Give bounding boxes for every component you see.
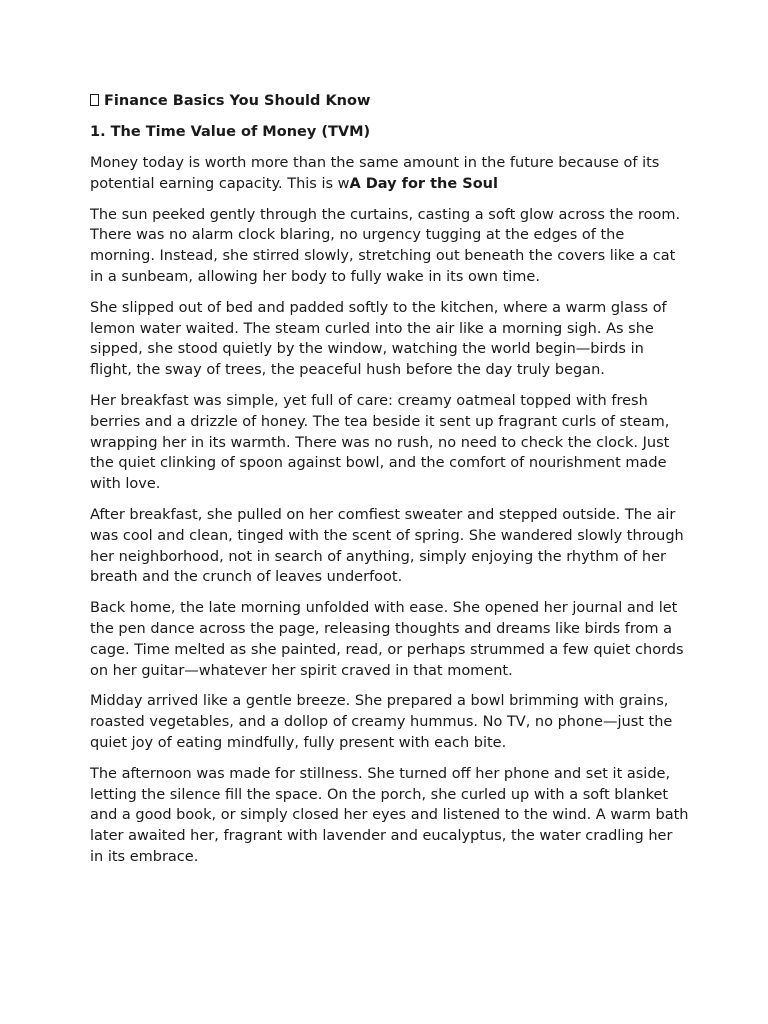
- missing-glyph-icon: [90, 94, 99, 106]
- intro-text: Money today is worth more than the same amount in the future because of its potential earning capacity. This is w: [90, 155, 660, 192]
- paragraph-2: She slipped out of bed and padded softly to the kitchen, where a warm glass of lemon water waited. The steam curled into the air like a morning sigh. As she sipped, she stood quietly by the window, watching the world begin—birds in flight, the sway of trees, the peaceful hush before the day truly began.: [90, 299, 667, 379]
- intro-paragraph: [90, 153, 690, 195]
- paragraph-3: Her breakfast was simple, yet full of care: creamy oatmeal topped with fresh berries and a drizzle of honey. The tea beside it sent up fragrant curls of steam, wrapping her in its warmth. There was no rush, no need to check the clock. Just the quiet clinking of spoon against bowl, and the comfort of nourishment made with love.: [90, 392, 670, 493]
- paragraph-4: After breakfast, she pulled on her comfiest sweater and stepped outside. The air was cool and clean, tinged with the scent of spring. She wandered slowly through her neighborhood, not in search of anything, simply enjoying the rhythm of her breath and the crunch of leaves underfoot.: [90, 506, 684, 586]
- section-heading: 1. The Time Value of Money (TVM): [90, 124, 371, 140]
- paragraph-6: Midday arrived like a gentle breeze. She prepared a bowl brimming with grains, roasted vegetables, and a dollop of creamy hummus. No TV, no phone—just the quiet joy of eating mindfully, fully present with each bite.: [90, 693, 673, 751]
- paragraph-1: The sun peeked gently through the curtains, casting a soft glow across the room. There was no alarm clock blaring, no urgency tugging at the edges of the morning. Instead, she stirred slowly, stretching out beneath the covers like a cat in a sunbeam, allowing her body to fully wake in its own time.: [90, 206, 681, 285]
- paragraph-7: The afternoon was made for stillness. She turned off her phone and set it aside, letting the silence fill the space. On the porch, she curled up with a soft blanket and a good book, or simply closed her eyes and listened to the wind. A warm bath later awaited her, fragrant with lavender and eucalyptus, the water cradling her in its embrace.: [90, 765, 689, 865]
- document-title-text: Finance Basics You Should Know: [104, 93, 371, 109]
- document-title: [90, 91, 690, 111]
- paragraph-5: Back home, the late morning unfolded with ease. She opened her journal and let the pen dance across the page, releasing thoughts and dreams like birds from a cage. Time melted as she painted, read, or perhaps strummed a few quiet chords on her guitar—whatever her spirit craved in that moment.: [90, 600, 684, 679]
- intro-bold-title: A Day for the Soul: [349, 175, 498, 192]
- document-page: [90, 91, 690, 878]
